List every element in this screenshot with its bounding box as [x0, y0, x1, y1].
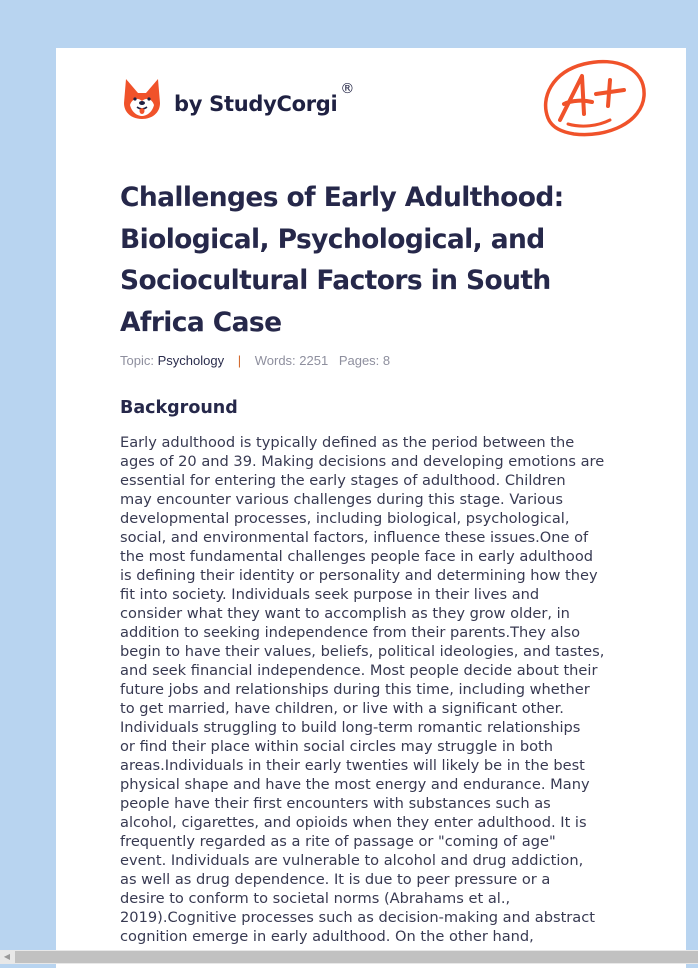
section-body [120, 433, 640, 946]
page-count: Pages: 8 [338, 353, 391, 368]
body-line: consider what they want to accomplish as they grow older, in [120, 605, 570, 622]
body-line: Early adulthood is typically defined as the period between the [120, 434, 575, 451]
body-line: as well as drug dependence. It is due to peer pressure or a [120, 871, 551, 888]
body-line: Individuals struggling to build long-term romantic relationships [120, 719, 581, 736]
registered-mark: ® [340, 81, 355, 97]
body-line: cognition emerge in early adulthood. On the other hand, [120, 928, 534, 945]
body-line: developmental processes, including biological, psychological, [120, 510, 570, 527]
body-line: frequently regarded as a rite of passage or "coming of age" [120, 833, 556, 850]
body-line: social, and environmental factors, influence these issues.One of [120, 529, 589, 546]
word-count: Words: 2251 [254, 353, 329, 368]
scrollbar-thumb[interactable] [15, 951, 698, 963]
body-line: essential for entering the early stages of adulthood. Children [120, 472, 566, 489]
scroll-left-arrow-icon[interactable]: ◀ [3, 952, 11, 961]
body-line: 2019).Cognitive processes such as decision-making and abstract [120, 909, 595, 926]
body-line: may encounter various challenges during this stage. Various [120, 491, 563, 508]
body-line: fit into society. Individuals seek purpose in their lives and [120, 586, 540, 603]
topic-link[interactable]: Psychology [157, 353, 225, 368]
document-page [56, 48, 686, 968]
body-line: or find their place within social circles may struggle in both [120, 738, 553, 755]
section-heading: Background [120, 398, 238, 418]
body-line: future jobs and relationships during this time, including whether [120, 681, 590, 698]
body-line: addition to seeking independence from their parents.They also [120, 624, 581, 641]
body-line: areas.Individuals in their early twenties will likely be in the best [120, 757, 585, 774]
body-line: begin to have their values, beliefs, political ideologies, and tastes, [120, 643, 605, 660]
body-line: event. Individuals are vulnerable to alcohol and drug addiction, [120, 852, 584, 869]
essay-meta [120, 353, 390, 368]
studycorgi-logo[interactable] [122, 76, 354, 122]
topic-label: Topic: [120, 353, 154, 368]
body-line: and seek financial independence. Most people decide about their [120, 662, 598, 679]
body-line: desire to conform to societal norms (Abrahams et al., [120, 890, 511, 907]
body-line: the most fundamental challenges people face in early adulthood [120, 548, 594, 565]
body-line: is defining their identity or personality and determining how they [120, 567, 598, 584]
horizontal-scrollbar[interactable] [0, 950, 698, 964]
a-plus-grade-icon [538, 58, 650, 140]
body-line: alcohol, cigarettes, and opioids when they enter adulthood. It is [120, 814, 587, 831]
meta-separator: | [237, 353, 242, 368]
body-line: physical shape and have the most energy and endurance. Many [120, 776, 590, 793]
body-line: ages of 20 and 39. Making decisions and developing emotions are [120, 453, 605, 470]
body-line: people have their first encounters with substances such as [120, 795, 551, 812]
corgi-icon [122, 77, 162, 121]
brand-name: by StudyCorgi [174, 92, 338, 116]
essay-title: Challenges of Early Adulthood: Biological, Psychological, and Sociocultural Factors in South Africa Case [120, 182, 564, 338]
body-line: to get married, have children, or live with a significant other. [120, 700, 564, 717]
